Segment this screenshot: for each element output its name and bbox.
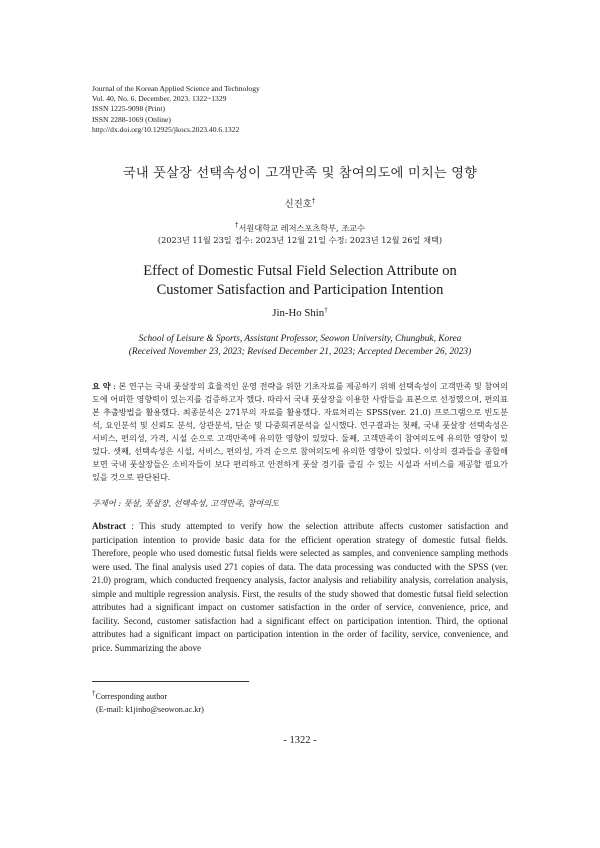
doi-link[interactable]: http://dx.doi.org/10.12925/jkocs.2023.40.6.1322 xyxy=(92,124,240,134)
abstract-english-label: Abstract xyxy=(92,521,126,531)
footnote-divider xyxy=(92,681,249,682)
journal-volume: Vol. 40, No. 6. December, 2023. 1322~1329 xyxy=(92,94,227,104)
title-english-line1: Effect of Domestic Futsal Field Selection Attribute on xyxy=(143,263,457,279)
abstract-korean-label: 요 약 xyxy=(92,381,111,391)
title-english xyxy=(0,262,600,300)
title-korean: 국내 풋살장 선택속성이 고객만족 및 참여의도에 미치는 영향 xyxy=(122,166,478,181)
author-english-mark: † xyxy=(324,306,328,314)
dates-english: (Received November 23, 2023; Revised December 21, 2023; Accepted December 26, 2023) xyxy=(128,347,472,358)
title-english-line2: Customer Satisfaction and Participation Intention xyxy=(156,282,444,298)
footnote-corresponding xyxy=(92,687,204,704)
author-mark: † xyxy=(311,197,316,205)
abstract-korean-text: : 본 연구는 국내 풋살장의 효율적인 운영 전략을 위한 기초자료를 제공하기 위해 선택속성이 고객만족 및 참여의도에 어떠한 영향력이 있는지를 검증하고자 했다. 따라서 국내 풋살장을 이용한 사람들을 표본으로 선정했으며, 편의표본 추출방법을 활용했다. 최종분석은 271부의 자료를 활용했다. 자료처리는 SPSS(ver. 21.0) 프로그램으로 빈도분석, 요인분석 및 신뢰도 분석, 상관분석, 단순 및 다중회귀분석을 실시했다. 연구결과는 첫째, 국내 풋살장 선택속성은 서비스, 편의성, 가격, 시설 순으로 고객만족에 유의한 영향이 있었다. 둘째, 고객만족이 참여의도에 유의한 영향이 있었다. 셋째, 선택속성은 시설, 서비스, 편의성, 가격 순으로 참여의도에 유의한 영향이 있었다. 이상의 결과들을 종합해보면 국내 풋살장들은 소비자들이 보다 편리하고 안전하게 풋살 경기를 즐길 수 있는 시설과 서비스를 제공할 필요가 있을 것으로 판단된다. xyxy=(92,381,508,482)
footnote-email: (E-mail: k1jinho@seowon.ac.kr) xyxy=(96,704,204,714)
issn-online: ISSN 2288-1069 (Online) xyxy=(92,114,171,124)
author-korean-name: 신진호 xyxy=(284,199,312,210)
footnote xyxy=(92,687,204,716)
affiliation-english xyxy=(0,333,600,359)
journal-name: Journal of the Korean Applied Science and Technology xyxy=(92,84,260,93)
journal-info xyxy=(92,84,260,135)
affiliation-korean-text: 서원대학교 레저스포츠학부, 조교수 xyxy=(238,223,365,233)
footnote-corresponding-text: Corresponding author xyxy=(95,692,168,701)
author-english-name: Jin-Ho Shin xyxy=(272,307,325,319)
affiliation-korean xyxy=(0,221,600,234)
abstract-korean xyxy=(92,380,508,484)
affiliation-mark: † xyxy=(235,221,239,229)
page-number: - 1322 - xyxy=(283,735,317,746)
footnote-mark: † xyxy=(92,689,96,697)
abstract-english-text: : This study attempted to verify how the selection attribute affects customer satisfaction and participation intention to provide basic data for the efficient operation strategy of domestic futsal fields. Therefore, people who used domestic futsal fields were selected as samples, and convenience sampling methods were used. The final analysis used 271 copies of data. The data processing was conducted with the SPSS (ver. 21.0) program, which conducted frequency analysis, factor analysis and reliability analysis, correlation analysis, simple and multiple regression analysis. First, the results of the study showed that domestic futsal field selection attributes had a significant impact on customer satisfaction in the order of service, convenience, price, and facility. Second, customer satisfaction had a significant effect on participation intention. Third, the optional attributes had a significant impact on participation intention in the order of facility, service, convenience, and price. Summarizing the above xyxy=(92,521,508,653)
author-english xyxy=(0,306,600,319)
affiliation-english-text: School of Leisure & Sports, Assistant Professor, Seowon University, Chungbuk, Korea xyxy=(138,334,462,344)
abstract-english xyxy=(92,520,508,655)
dates-korean: (2023년 11월 23일 접수: 2023년 12월 21일 수정: 2023년 12월 26일 채택) xyxy=(157,235,443,245)
keywords-korean: 주제어 : 풋살, 풋살장, 선택속성, 고객만족, 참여의도 xyxy=(92,498,279,508)
author-korean xyxy=(0,196,600,210)
issn-print: ISSN 1225-9098 (Print) xyxy=(92,104,165,114)
